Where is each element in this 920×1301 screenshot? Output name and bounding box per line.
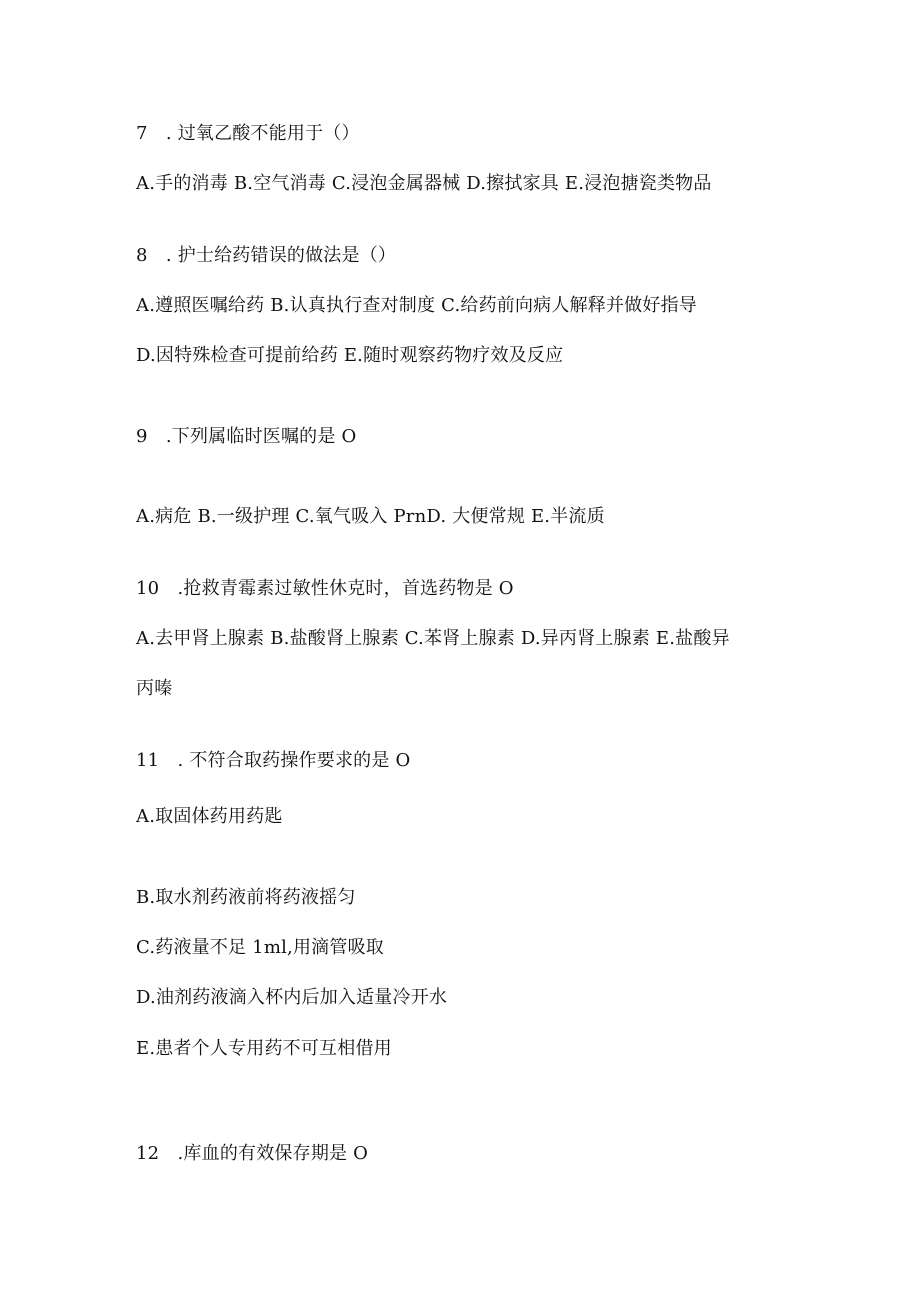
question-11-option-b: B.取水剂药液前将药液摇匀 [136,887,356,908]
question-11-option-d: D.油剂药液滴入杯内后加入适量冷开水 [136,987,448,1008]
question-11-option-a: A.取固体药用药匙 [136,806,283,827]
question-7-stem: 7 . 过氧乙酸不能用于（） [136,123,360,144]
question-9-stem: 9 .下列属临时医嘱的是 O [136,426,357,447]
question-10-stem: 10 .抢救青霉素过敏性休克时，首选药物是 O [136,578,514,599]
question-11-option-e: E.患者个人专用药不可互相借用 [136,1038,392,1059]
question-10-options-line2: 丙嗪 [136,678,173,699]
question-8-options-line1: A.遵照医嘱给药 B.认真执行查对制度 C.给药前向病人解释并做好指导 [136,295,697,316]
question-8-options-line2: D.因特殊检查可提前给药 E.随时观察药物疗效及反应 [136,345,564,366]
question-9-options: A.病危 B.一级护理 C.氧气吸入 PrnD. 大便常规 E.半流质 [136,506,605,527]
question-12-stem: 12 .库血的有效保存期是 O [136,1143,369,1164]
question-8-stem: 8 . 护士给药错误的做法是（） [136,245,397,266]
question-7-options: A.手的消毒 B.空气消毒 C.浸泡金属器械 D.擦拭家具 E.浸泡搪瓷类物品 [136,173,712,194]
question-11-stem: 11 . 不符合取药操作要求的是 O [136,750,411,771]
question-10-options-line1: A.去甲肾上腺素 B.盐酸肾上腺素 C.苯肾上腺素 D.异丙肾上腺素 E.盐酸异 [136,628,730,649]
question-11-option-c: C.药液量不足 1ml,用滴管吸取 [136,937,384,958]
